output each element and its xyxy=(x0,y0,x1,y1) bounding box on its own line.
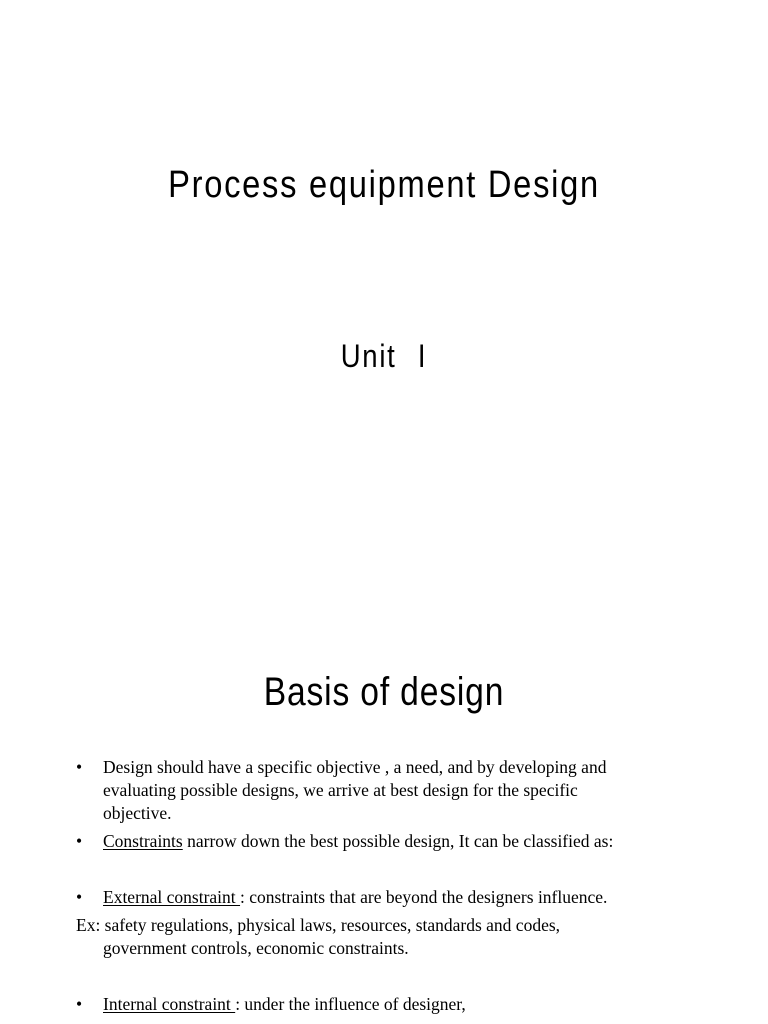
bullet-marker: • xyxy=(76,757,83,777)
slide-heading: Basis of design xyxy=(263,670,505,714)
bullet-marker: • xyxy=(76,887,83,907)
slide-subtitle: Unit I xyxy=(340,338,428,374)
bullet-marker: • xyxy=(76,831,83,851)
example-line-1: Ex: safety regulations, physical laws, resources, standards and codes, xyxy=(76,915,561,935)
bullet-1-line-1: Design should have a specific objective , a need, and by developing and xyxy=(103,757,607,777)
bullet-2-term: Constraints xyxy=(103,831,183,851)
bullet-3-term: External constraint xyxy=(103,887,241,907)
bullet-2-text: narrow down the best possible design, It can be classified as: xyxy=(182,831,614,851)
bullet-3 xyxy=(103,886,723,909)
bullet-2 xyxy=(103,830,723,853)
bullet-4 xyxy=(103,993,723,1016)
bullet-1-line-2: evaluating possible designs, we arrive at best design for the specific xyxy=(103,780,578,800)
bullet-1-line-3: objective. xyxy=(103,803,172,823)
bullet-4-text: : under the influence of designer, xyxy=(235,994,466,1014)
bullet-3-text: : constraints that are beyond the designers influence. xyxy=(240,887,608,907)
example-line-2: government controls, economic constraints. xyxy=(103,938,409,958)
bullet-4-term: Internal constraint xyxy=(103,994,236,1014)
slide-title: Process equipment Design xyxy=(168,164,600,206)
bullet-marker: • xyxy=(76,994,83,1014)
